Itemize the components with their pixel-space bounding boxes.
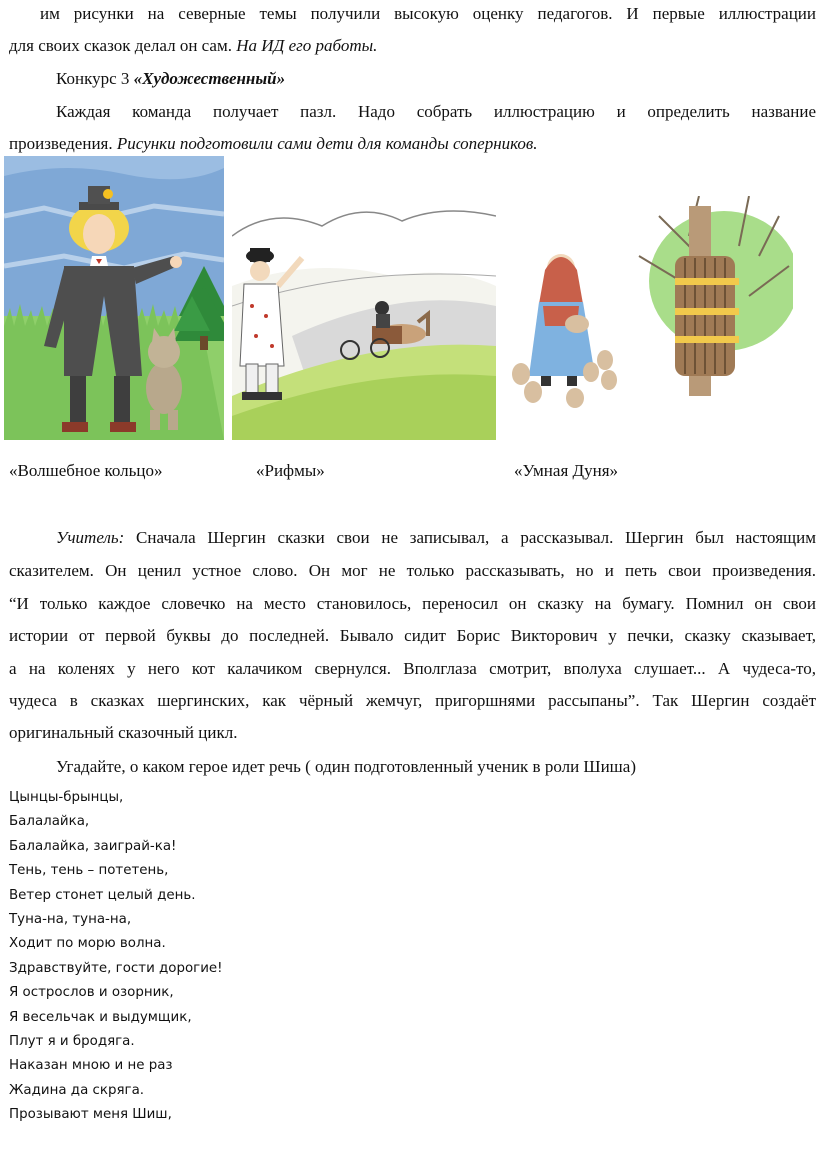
paragraph-line <box>9 690 816 712</box>
poem-line: Цынцы-брынцы, <box>9 790 124 805</box>
text-run: чудеса в сказках шергинских, как чёрный жемчуг, пригоршнями рассыпаны”. Так Шергин создаёт <box>9 691 816 710</box>
caption-3: «Умная Дуня» <box>514 461 619 480</box>
text-run: а на коленях у него кот калачиком свернулся. Вполглаза смотрит, вполуха слушает... А чудеса-то, <box>9 659 816 678</box>
poem <box>9 786 223 1128</box>
paragraph-line <box>9 133 538 155</box>
paragraph-line <box>9 560 816 582</box>
text-run-italic: Рисунки подготовили сами дети для команды соперников. <box>116 134 538 153</box>
text-run: оригинальный сказочный цикл. <box>9 723 238 742</box>
paragraph-line <box>9 722 237 744</box>
text-run: Сначала Шергин сказки свои не записывал, а рассказывал. Шергин был настоящим <box>124 528 816 547</box>
poem-line: Я острослов и озорник, <box>9 985 174 1001</box>
contest-heading <box>56 68 285 90</box>
text-run-italic: На ИД его работы. <box>236 36 378 55</box>
text-run: истории от первой буквы до последней. Бывало сидит Борис Викторович у печки, сказку сказывает, <box>9 626 816 645</box>
illustration-rhymes <box>232 196 496 440</box>
poem-line: Я весельчак и выдумщик, <box>9 1009 192 1025</box>
guess-prompt: Угадайте, о каком герое идет речь ( один подготовленный ученик в роли Шиша) <box>56 757 636 776</box>
poem-line: Туна-на, туна-на, <box>9 912 132 928</box>
poem-line: Тень, тень – потетень, <box>9 863 169 879</box>
paragraph-line <box>9 625 816 647</box>
illustration-magic-ring <box>4 156 224 440</box>
text-run: “И только каждое словечко на место становилось, переносил он сказку на бумагу. Помнил он свои <box>9 594 816 613</box>
paragraph-line <box>9 593 816 615</box>
paragraph-line <box>9 658 816 680</box>
paragraph-line <box>56 101 816 123</box>
poem-line: Балалайка, заиграй-ка! <box>9 838 177 854</box>
text-run: произведения. <box>9 134 117 153</box>
poem-line: Ходит по морю волна. <box>9 936 166 952</box>
illustration-clever-dunya <box>499 196 793 440</box>
paragraph-line <box>9 35 377 57</box>
text-run: сказителем. Он ценил устное слово. Он мог не только рассказывать, но и петь свои произведения. <box>9 561 816 580</box>
poem-line: Балалайка, <box>9 814 90 830</box>
poem-line: Жадина да скряга. <box>9 1082 145 1098</box>
poem-line: Плут я и бродяга. <box>9 1034 135 1050</box>
caption-1: «Волшебное кольцо» <box>9 461 163 480</box>
poem-line: Прозывают меня Шиш, <box>9 1107 172 1123</box>
text-run: Каждая команда получает пазл. Надо собрать иллюстрацию и определить название <box>56 102 816 121</box>
caption-2: «Рифмы» <box>256 461 325 480</box>
text-run: для своих сказок делал он сам. <box>9 36 237 55</box>
contest-name: «Художественный» <box>133 69 286 88</box>
paragraph-line <box>56 527 816 549</box>
poem-line: Наказан мною и не раз <box>9 1058 173 1074</box>
contest-label: Конкурс 3 <box>56 69 134 88</box>
poem-line: Ветер стонет целый день. <box>9 887 196 903</box>
speaker-label: Учитель: <box>56 528 125 547</box>
poem-line: Здравствуйте, гости дорогие! <box>9 960 223 976</box>
paragraph-line <box>40 3 816 25</box>
text-run: им рисунки на северные темы получили высокую оценку педагогов. И первые иллюстрации <box>40 4 816 23</box>
